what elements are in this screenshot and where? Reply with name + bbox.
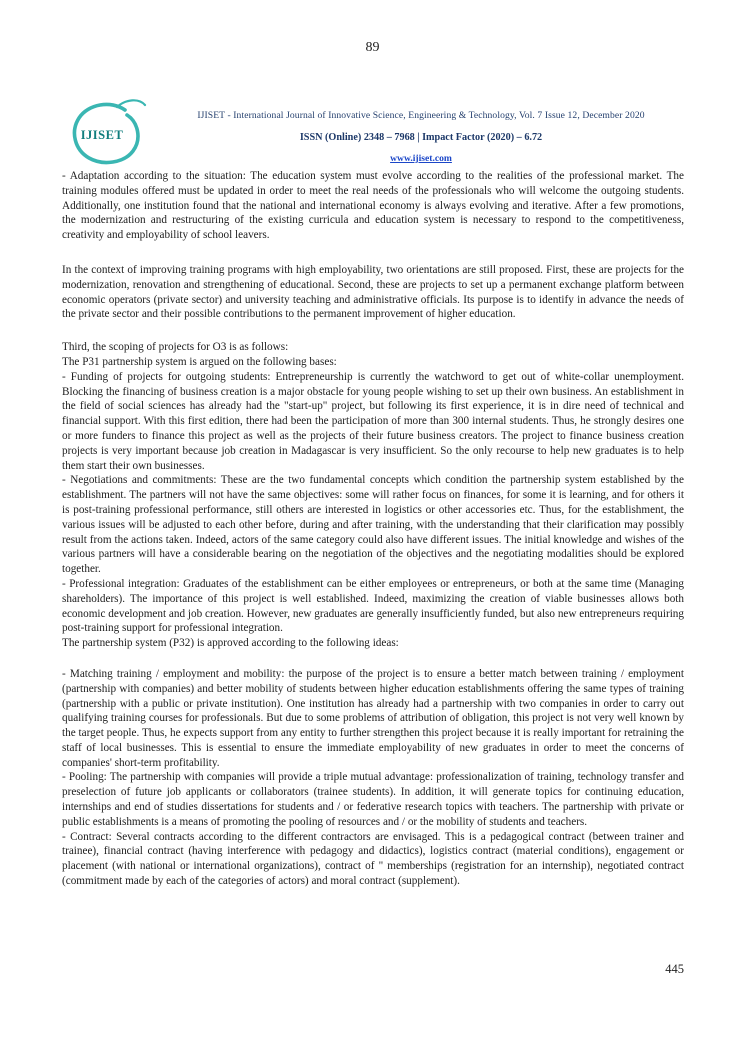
paragraph-p31-intro: The P31 partnership system is argued on the following bases:: [62, 355, 337, 368]
paragraph-negotiations: - Negotiations and commitments: These are the two fundamental concepts which condition the partnership system established by the establishment. The partners will not have the same objectives: some will rather focus on finances, for some it is learning, and for others it is post-training professional performance, still others are interested in logistics or other accessories etc. Thus, for the establishment, the various issues will be adjusted to each other before, during and after training, with the understanding that their clarification may possibly result from the actions taken. Indeed, actors of the same category could also have different issues. The initial knowledge and wishes of the various partners will have a considerable bearing on the negotiation of the objectives and the negotiating modalities should be explored together.: [62, 474, 684, 576]
paragraph-matching: - Matching training / employment and mobility: the purpose of the project is to ensure a better match between training / employment (partnership with companies) and better mobility of students between higher education establishments offering the same types of training (partnership with a public or private institution). One institution has already had a partnership with two companies in order to carry out qualifying training courses for professionals. But due to some problems of attribution of obligation, this project is not very well known by the target people. Thus, he expects support from any entity to further strengthen this project because it is really important for retraining the staff of local businesses. This is essential to ensure the immediate employability of new graduates in order to meet the concerns of companies' short-term profitability.: [62, 667, 684, 769]
issn-impact-factor-line: ISSN (Online) 2348 – 7968 | Impact Factor (2020) – 6.72: [299, 132, 543, 143]
paragraph-p32-intro: The partnership system (P32) is approved according to the following ideas:: [62, 637, 399, 650]
ijiset-logo: [69, 97, 149, 169]
ijiset-logo-text: IJISET: [80, 128, 124, 142]
article-body: [62, 169, 684, 889]
journal-title-line: IJISET - International Journal of Innovative Science, Engineering & Technology, Vol. 7 Issue 12, December 2020: [197, 110, 645, 121]
paragraph-context-orientations: In the context of improving training programs with high employability, two orientations are still proposed. First, these are projects for the modernization, renovation and strengthening of educational. Second, these are projects to set up a permanent exchange platform between economic operators (private sector) and university teaching and administrative officials. Its purpose is to identify in advance the needs of the private sector and their possible contributions to the permanent improvement of higher education.: [62, 263, 684, 321]
paragraph-professional-integration: - Professional integration: Graduates of the establishment can be either employees or entrepreneurs, or both at the same time (Managing shareholders). The importance of this project is well established. Indeed, maximizing the creation of viable businesses allows both economic development and job creation. However, new graduates are generally insufficiently funded, but also new entrepreneurs requiring post-training support for professional integration.: [62, 577, 684, 635]
paragraph-pooling: - Pooling: The partnership with companies will provide a triple mutual advantage: professionalization of training, technology transfer and preselection of future job applicants or collaborators (trainee students). In addition, it will generate topics for continuing education, internships and end of studies dissertations for students and / or federative research topics with teachers. The partnership with private or public establishments is a means of promoting the pooling of resources and / or the mobility of students and teachers.: [62, 771, 684, 828]
paragraph-funding: - Funding of projects for outgoing students: Entrepreneurship is currently the watchword to get out of white-collar unemployment. Blocking the financing of business creation is a major obstacle for young people wishing to set up their own business. An establishment in the field of social sciences has already had the "start-up" project, but following its first experience, it is in dire need of technical and financial support. With this first edition, there had been the participation of more than 300 internal students. Thus, he strongly desires one or more funders to finance this project as well as the projects of their future business creators. The project to finance business creation projects is very important because job creation in Madagascar is very insufficient. So the only recourse to help new graduates is to help them start their own businesses.: [62, 370, 684, 472]
paragraph-adaptation: - Adaptation according to the situation: The education system must evolve according to the realities of the professional market. The training modules offered must be updated in order to meet the real needs of the professionals who will welcome the outgoing students. Additionally, one institution found that the national and international economy is always evolving and iterative. After a few promotions, the modernization and restructuring of the existing curricula and education system is necessary to respond to the competitiveness, creativity and employability of school leavers.: [62, 170, 684, 242]
page-number-top: 89: [365, 40, 380, 55]
journal-header: [152, 110, 690, 166]
paragraph-third-scoping: Third, the scoping of projects for O3 is as follows:: [62, 341, 289, 354]
ijiset-logo-swirl-icon: [69, 97, 149, 169]
paragraph-contract: - Contract: Several contracts according to the different contractors are envisaged. This is a pedagogical contract (between trainer and trainee), financial contract (having interference with pedagogy and didactics), logistics contract (material conditions), engagement or placement (with national or international organizations), contract of " memberships (registration for an internship), negotiated contract (commitment made by each of the categories of actors) and moral contract (supplement).: [62, 830, 684, 888]
website-link[interactable]: www.ijiset.com: [390, 153, 452, 164]
page-number-bottom: 445: [665, 962, 684, 976]
